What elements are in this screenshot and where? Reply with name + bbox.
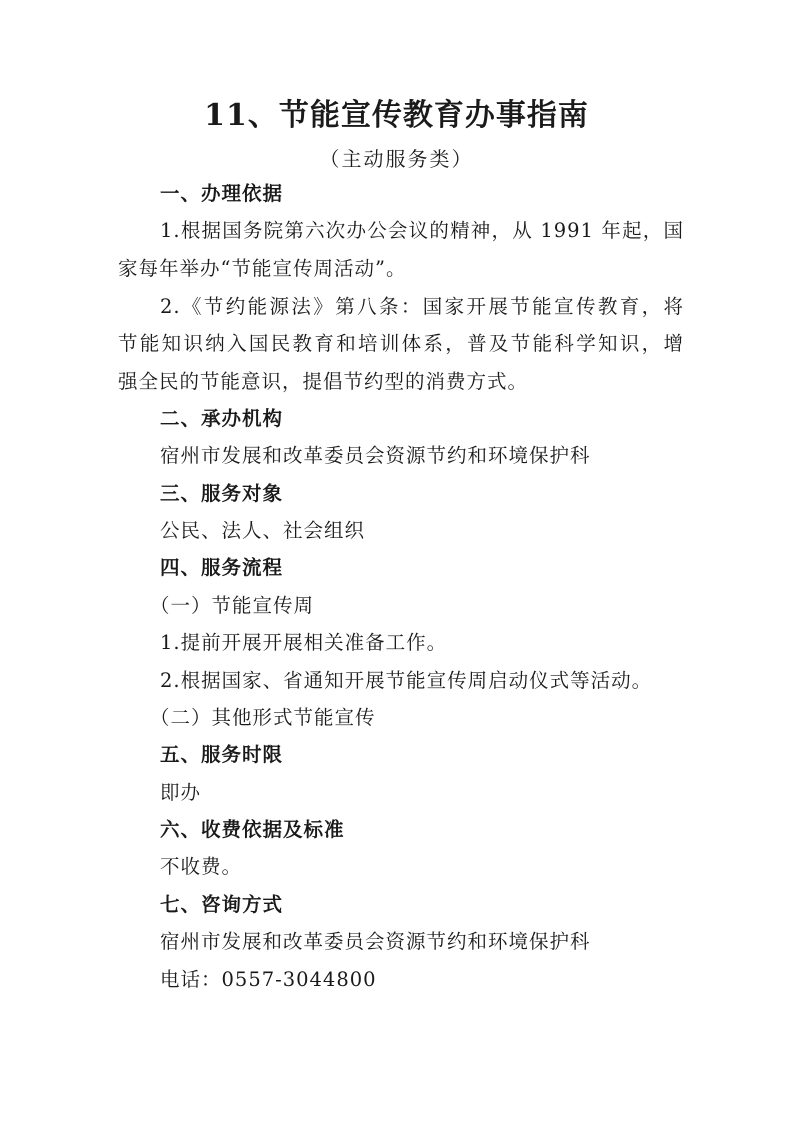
service-target-text: 公民、法人、社会组织 — [160, 519, 366, 542]
basis-paragraph-2-line-3: 强全民的节能意识，提倡节约型的消费方式。 — [118, 370, 529, 393]
process-subsection-1: （一）节能宣传周 — [150, 594, 315, 617]
time-limit-text: 即办 — [160, 781, 202, 804]
organization-text: 宿州市发展和改革委员会资源节约和环境保护科 — [160, 444, 591, 467]
process-subsection-2: （二）其他形式节能宣传 — [150, 706, 376, 729]
page-title: 11、节能宣传教育办事指南 — [204, 98, 589, 133]
basis-paragraph-1-line-2: 家每年举办“节能宣传周活动”。 — [118, 257, 407, 280]
basis-paragraph-2-line-2: 节能知识纳入国民教育和培训体系，普及节能科学知识，增 — [118, 332, 684, 355]
section-heading-organization: 二、承办机构 — [160, 407, 284, 430]
fees-text: 不收费。 — [160, 855, 243, 878]
process-item-2: 2.根据国家、省通知开展节能宣传周启动仪式等活动。 — [160, 669, 653, 692]
page-subtitle: （主动服务类） — [319, 147, 474, 171]
section-heading-fees: 六、收费依据及标准 — [160, 818, 345, 841]
consultation-phone: 电话：0557-3044800 — [160, 968, 377, 991]
consultation-organization: 宿州市发展和改革委员会资源节约和环境保护科 — [160, 930, 591, 953]
section-heading-consultation: 七、咨询方式 — [160, 893, 284, 916]
process-item-1: 1.提前开展开展相关准备工作。 — [160, 631, 448, 654]
section-heading-time-limit: 五、服务时限 — [160, 743, 284, 766]
section-heading-service-target: 三、服务对象 — [160, 482, 284, 505]
basis-paragraph-2-line-1: 2.《节约能源法》第八条：国家开展节能宣传教育，将 — [160, 295, 684, 318]
section-heading-basis: 一、办理依据 — [160, 182, 284, 205]
basis-paragraph-1-line-1: 1.根据国务院第六次办公会议的精神，从 1991 年起，国 — [160, 219, 684, 242]
section-heading-process: 四、服务流程 — [160, 556, 284, 579]
